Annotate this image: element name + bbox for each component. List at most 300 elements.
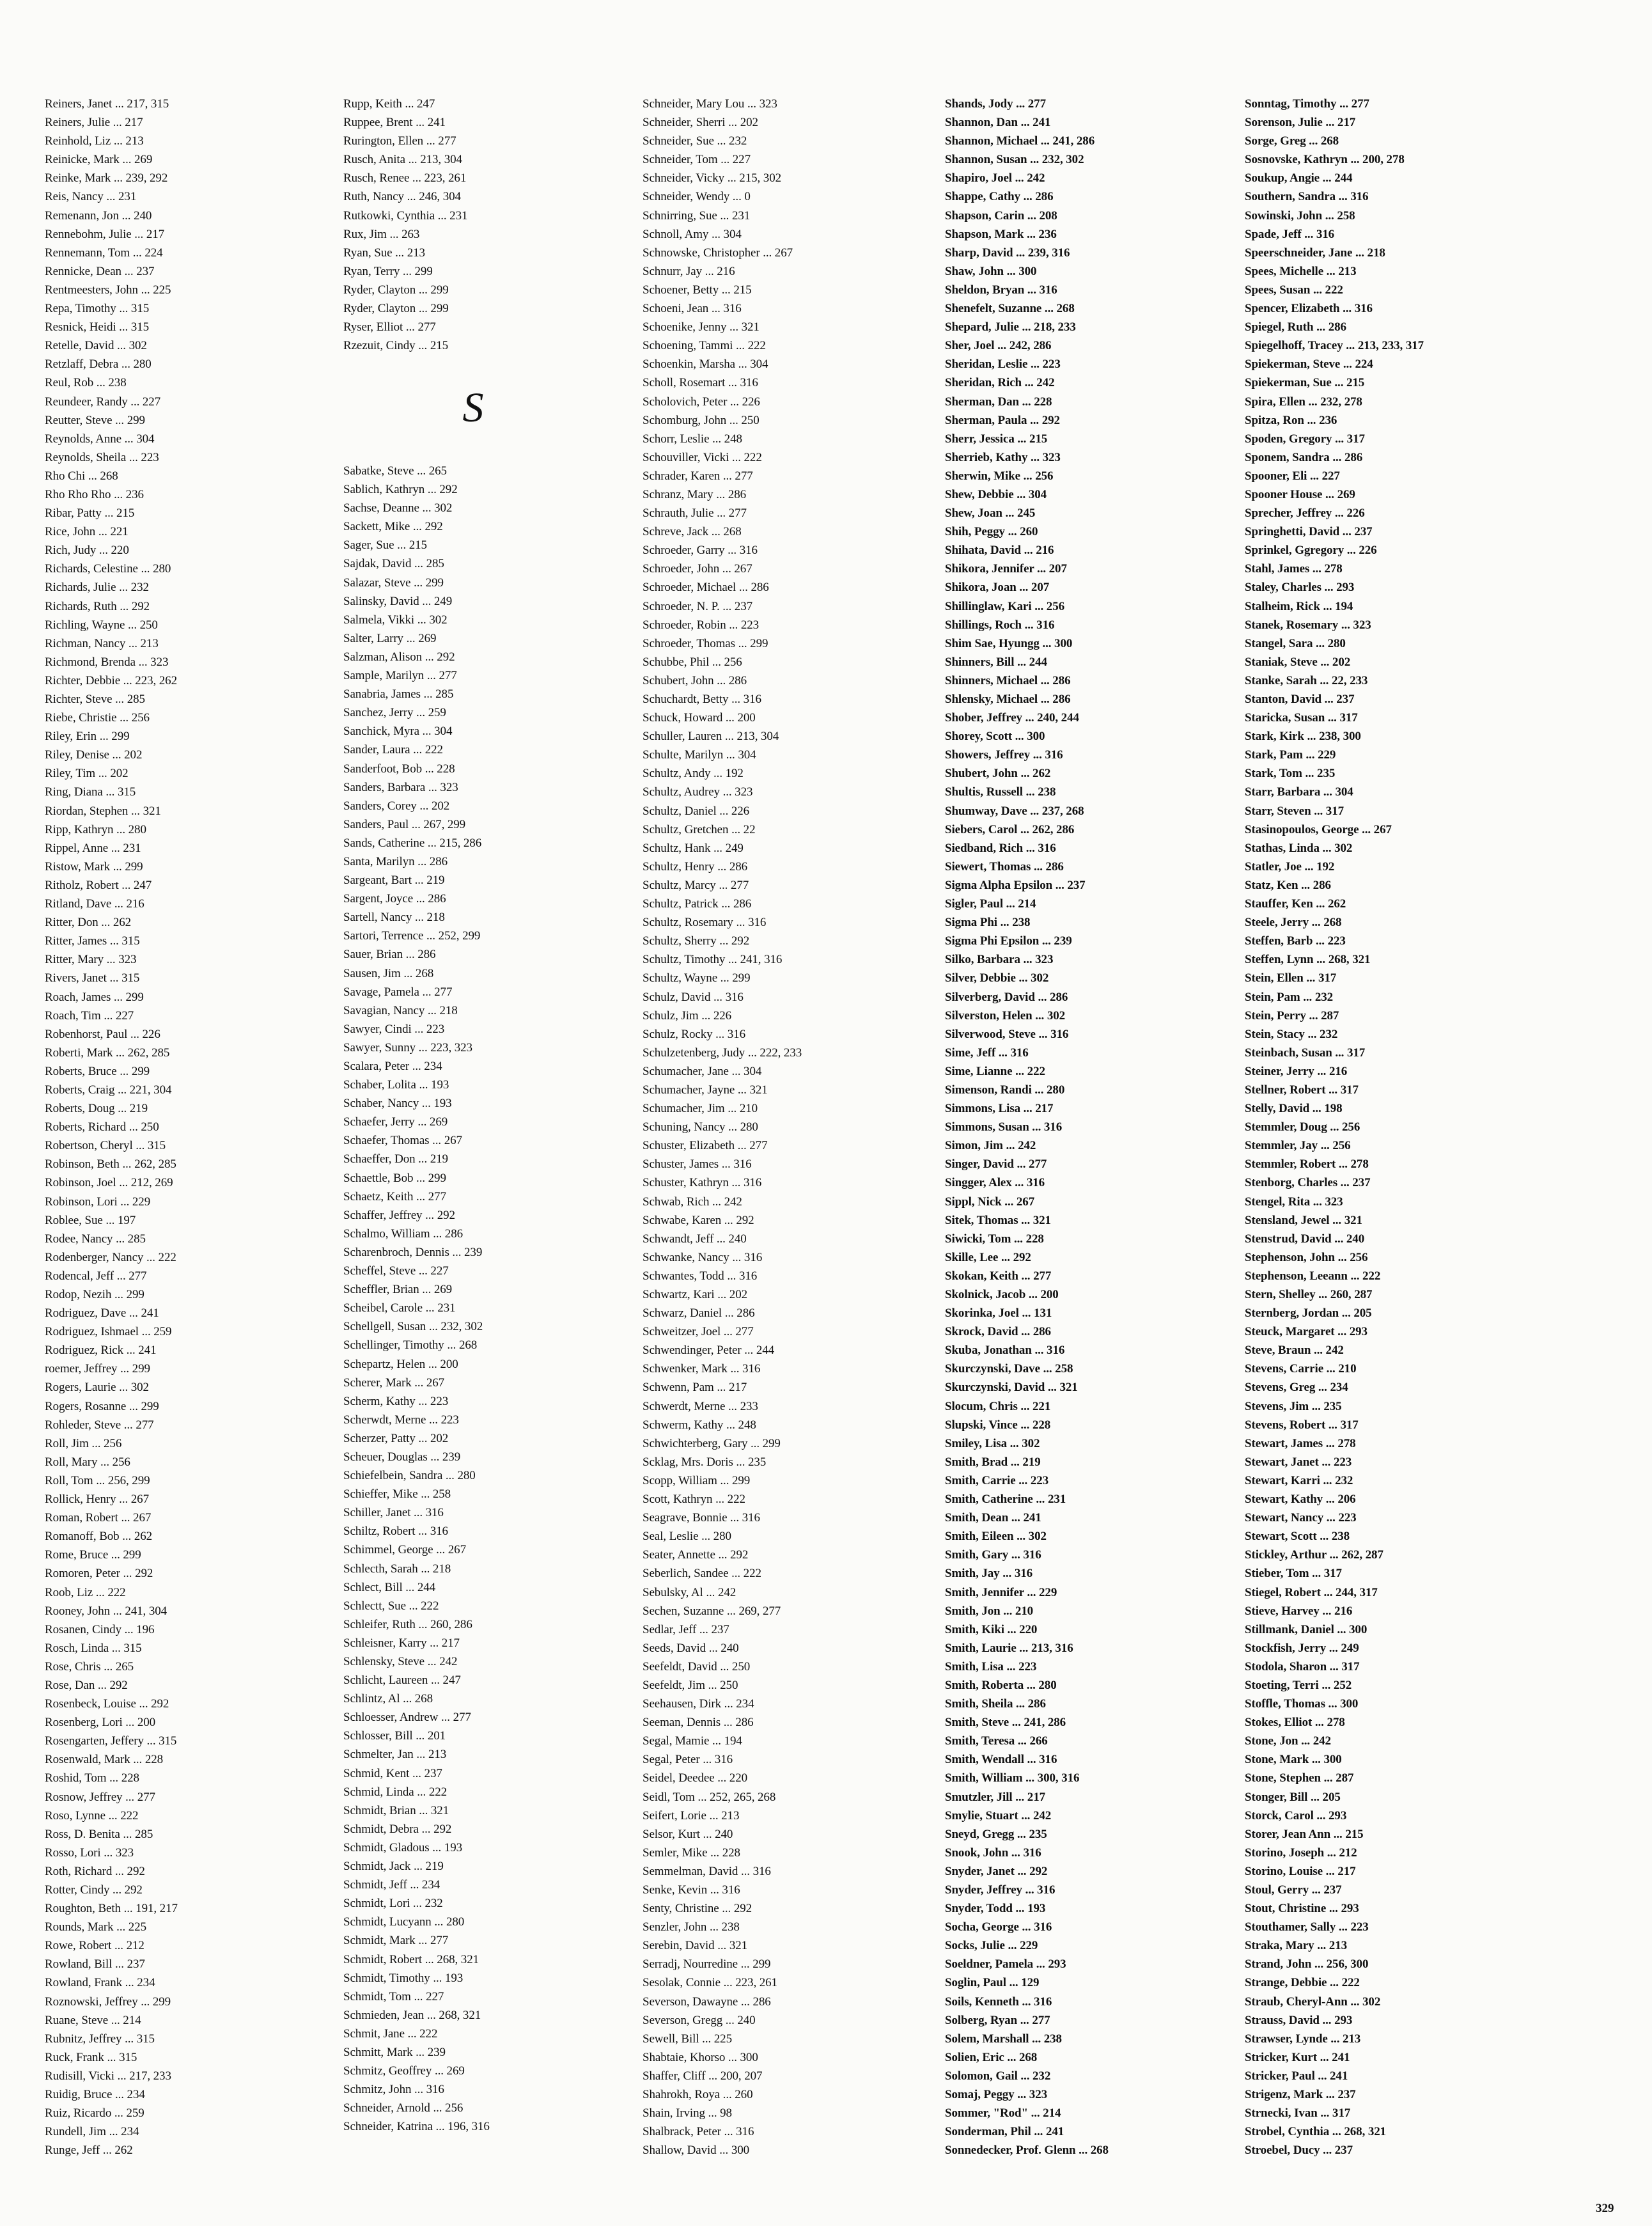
index-entry: Spees, Susan ... 222 bbox=[1245, 283, 1343, 297]
index-entry: Rose, Dan ... 292 bbox=[45, 1678, 128, 1692]
index-entry: Snyder, Todd ... 193 bbox=[945, 1902, 1046, 1916]
index-entry: Schellinger, Timothy ... 268 bbox=[343, 1338, 478, 1352]
index-entry: Smith, Carrie ... 223 bbox=[945, 1473, 1049, 1487]
index-entry: Steele, Jerry ... 268 bbox=[1245, 916, 1342, 930]
index-entry: Shober, Jeffrey ... 240, 244 bbox=[945, 711, 1079, 725]
index-entry: Stemmler, Robert ... 278 bbox=[1245, 1157, 1369, 1172]
index-entry: Ryan, Sue ... 213 bbox=[343, 246, 425, 260]
index-entry: Rennicke, Dean ... 237 bbox=[45, 264, 155, 278]
index-entry: Sebulsky, Al ... 242 bbox=[643, 1585, 736, 1599]
index-entry: Ross, D. Benita ... 285 bbox=[45, 1827, 153, 1841]
index-entry: Riebe, Christie ... 256 bbox=[45, 711, 150, 725]
index-entry: Simmons, Lisa ... 217 bbox=[945, 1102, 1054, 1116]
index-entry: Schomburg, John ... 250 bbox=[643, 413, 760, 427]
index-entry: Schmidt, Debra ... 292 bbox=[343, 1822, 452, 1836]
index-entry: Ristow, Mark ... 299 bbox=[45, 859, 143, 874]
index-entry: Stenstrud, David ... 240 bbox=[1245, 1232, 1365, 1246]
index-entry: Severson, Gregg ... 240 bbox=[643, 2013, 756, 2027]
index-entry: Schoenike, Jenny ... 321 bbox=[643, 320, 760, 334]
index-entry: Stevens, Robert ... 317 bbox=[1245, 1418, 1359, 1432]
index-entry: Sargent, Joyce ... 286 bbox=[343, 892, 446, 906]
index-entry: Salazar, Steve ... 299 bbox=[343, 576, 444, 590]
index-entry: Rowland, Frank ... 234 bbox=[45, 1976, 155, 1990]
index-entry: Rosenberg, Lori ... 200 bbox=[45, 1716, 156, 1730]
index-entry: Sprinkel, Ggregory ... 226 bbox=[1245, 544, 1377, 558]
index-entry: Stricker, Paul ... 241 bbox=[1245, 2069, 1348, 2083]
index-entry: Scherzer, Patty ... 202 bbox=[343, 1431, 449, 1445]
index-entry: Ribar, Patty ... 215 bbox=[45, 506, 135, 521]
index-entry: Schroeder, Thomas ... 299 bbox=[643, 636, 768, 650]
index-entry: Siwicki, Tom ... 228 bbox=[945, 1232, 1044, 1246]
index-entry: Riley, Tim ... 202 bbox=[45, 767, 129, 781]
index-entry: Sawyer, Sunny ... 223, 323 bbox=[343, 1040, 472, 1054]
index-entry: Schimmel, George ... 267 bbox=[343, 1543, 466, 1557]
index-entry: Schumacher, Jane ... 304 bbox=[643, 1064, 762, 1078]
index-entry: Seeman, Dennis ... 286 bbox=[643, 1716, 754, 1730]
index-entry: Shubert, John ... 262 bbox=[945, 767, 1051, 781]
index-entry: Schmidt, Lucyann ... 280 bbox=[343, 1915, 465, 1929]
index-entry: Skorinka, Joel ... 131 bbox=[945, 1306, 1052, 1321]
index-entry: Sorge, Greg ... 268 bbox=[1245, 134, 1339, 148]
index-entry: Schaettle, Bob ... 299 bbox=[343, 1171, 446, 1185]
index-entry: Schwab, Rich ... 242 bbox=[643, 1195, 742, 1209]
index-entry: Schulz, Jim ... 226 bbox=[643, 1008, 732, 1023]
index-entry: Sedlar, Jeff ... 237 bbox=[643, 1622, 729, 1636]
index-entry: Sigma Alpha Epsilon ... 237 bbox=[945, 878, 1086, 892]
index-entry: Shabtaie, Khorso ... 300 bbox=[643, 2050, 758, 2064]
index-entry: Schweitzer, Joel ... 277 bbox=[643, 1325, 754, 1339]
index-entry: Sigler, Paul ... 214 bbox=[945, 897, 1036, 911]
index-entry: Socha, George ... 316 bbox=[945, 1920, 1052, 1934]
index-entry: Retelle, David ... 302 bbox=[45, 339, 147, 353]
index-entry: Schaber, Nancy ... 193 bbox=[343, 1097, 452, 1111]
index-entry: Shim Sae, Hyungg ... 300 bbox=[945, 636, 1073, 650]
index-entry: Shihata, David ... 216 bbox=[945, 544, 1054, 558]
index-entry: Senty, Christine ... 292 bbox=[643, 1902, 752, 1916]
index-entry: Shands, Jody ... 277 bbox=[945, 97, 1046, 111]
index-entry: Schneider, Wendy ... 0 bbox=[643, 190, 751, 204]
index-entry: Sherwin, Mike ... 256 bbox=[945, 469, 1054, 483]
index-entry: Roberts, Richard ... 250 bbox=[45, 1120, 159, 1134]
index-entry: Ryder, Clayton ... 299 bbox=[343, 302, 449, 316]
index-entry: Schulzetenberg, Judy ... 222, 233 bbox=[643, 1046, 802, 1060]
index-entry: Seehausen, Dirk ... 234 bbox=[643, 1697, 754, 1711]
index-entry: Smith, Gary ... 316 bbox=[945, 1548, 1041, 1562]
index-entry: Soils, Kenneth ... 316 bbox=[945, 1995, 1052, 2009]
index-entry: Romanoff, Bob ... 262 bbox=[45, 1530, 153, 1544]
index-entry: Scholl, Rosemart ... 316 bbox=[643, 376, 758, 390]
index-entry: Siedband, Rich ... 316 bbox=[945, 841, 1056, 855]
index-entry: Rux, Jim ... 263 bbox=[343, 227, 420, 241]
index-entry: Schumacher, Jim ... 210 bbox=[643, 1102, 758, 1116]
index-entry: Schultz, Henry ... 286 bbox=[643, 859, 748, 874]
index-entry: Sanchez, Jerry ... 259 bbox=[343, 706, 446, 720]
index-entry: Rutkowki, Cynthia ... 231 bbox=[343, 208, 468, 223]
index-entry: Siewert, Thomas ... 286 bbox=[945, 859, 1064, 874]
index-entry: Schiller, Janet ... 316 bbox=[343, 1506, 444, 1520]
index-entry: Schmelter, Jan ... 213 bbox=[343, 1748, 447, 1762]
index-entry: Shih, Peggy ... 260 bbox=[945, 525, 1038, 539]
index-entry: Stevens, Carrie ... 210 bbox=[1245, 1362, 1357, 1376]
index-entry: Shenefelt, Suzanne ... 268 bbox=[945, 302, 1075, 316]
index-entry: Stein, Pam ... 232 bbox=[1245, 990, 1334, 1004]
index-entry: Schultz, Timothy ... 241, 316 bbox=[643, 953, 783, 967]
index-entry: Spiegelhoff, Tracey ... 213, 233, 317 bbox=[1245, 339, 1424, 353]
index-entry: Semmelman, David ... 316 bbox=[643, 1864, 771, 1878]
index-entry: Rho Chi ... 268 bbox=[45, 469, 118, 483]
index-entry: Stoeting, Terri ... 252 bbox=[1245, 1678, 1352, 1692]
index-entry: Ryser, Elliot ... 277 bbox=[343, 320, 436, 334]
index-entry: Shorey, Scott ... 300 bbox=[945, 730, 1045, 744]
index-entry: Scherm, Kathy ... 223 bbox=[343, 1394, 449, 1408]
index-entry: Schmidt, Mark ... 277 bbox=[343, 1934, 449, 1948]
index-entry: Rupp, Keith ... 247 bbox=[343, 97, 435, 111]
index-entry: Roob, Liz ... 222 bbox=[45, 1585, 126, 1599]
index-entry: Sherman, Dan ... 228 bbox=[945, 395, 1052, 409]
index-entry: Robertson, Cheryl ... 315 bbox=[45, 1139, 166, 1153]
index-entry: Richards, Ruth ... 292 bbox=[45, 599, 150, 613]
index-entry: Schmidt, Jeff ... 234 bbox=[343, 1878, 440, 1892]
index-entry: Schwenker, Mark ... 316 bbox=[643, 1362, 761, 1376]
index-entry: Schloesser, Andrew ... 277 bbox=[343, 1711, 471, 1725]
index-entry: Stemmler, Doug ... 256 bbox=[1245, 1120, 1360, 1134]
index-entry: Rodenberger, Nancy ... 222 bbox=[45, 1250, 176, 1264]
index-entry: Silverwood, Steve ... 316 bbox=[945, 1027, 1069, 1041]
index-entry: Shappe, Cathy ... 286 bbox=[945, 190, 1054, 204]
index-entry: Rentmeesters, John ... 225 bbox=[45, 283, 171, 297]
index-entry: Shikora, Jennifer ... 207 bbox=[945, 562, 1067, 576]
index-entry: Rogers, Laurie ... 302 bbox=[45, 1381, 149, 1395]
index-entry: Stanek, Rosemary ... 323 bbox=[1245, 618, 1371, 632]
index-entry: Sawyer, Cindi ... 223 bbox=[343, 1022, 445, 1036]
index-entry: Romoren, Peter ... 292 bbox=[45, 1567, 153, 1581]
index-entry: Stokes, Elliot ... 278 bbox=[1245, 1716, 1345, 1730]
index-entry: Richards, Celestine ... 280 bbox=[45, 562, 171, 576]
index-entry: Stathas, Linda ... 302 bbox=[1245, 841, 1353, 855]
index-entry: Skolnick, Jacob ... 200 bbox=[945, 1288, 1059, 1301]
index-entry: Siebers, Carol ... 262, 286 bbox=[945, 822, 1075, 836]
index-entry: Rogers, Rosanne ... 299 bbox=[45, 1399, 159, 1413]
index-entry: Stickley, Arthur ... 262, 287 bbox=[1245, 1548, 1383, 1562]
index-column-2-r-entries bbox=[343, 95, 625, 355]
index-entry: Scott, Kathryn ... 222 bbox=[643, 1493, 745, 1507]
index-entry: Schiefelbein, Sandra ... 280 bbox=[343, 1469, 476, 1483]
index-entry: Skille, Lee ... 292 bbox=[945, 1250, 1031, 1264]
index-entry: Shaw, John ... 300 bbox=[945, 264, 1037, 278]
index-entry: Sample, Marilyn ... 277 bbox=[343, 669, 457, 683]
index-entry: Serebin, David ... 321 bbox=[643, 1939, 748, 1953]
index-entry: Schwerm, Kathy ... 248 bbox=[643, 1418, 756, 1432]
index-entry: Schmitt, Mark ... 239 bbox=[343, 2045, 446, 2059]
index-entry: Sowinski, John ... 258 bbox=[1245, 208, 1355, 223]
index-entry: Rosso, Lori ... 323 bbox=[45, 1846, 134, 1860]
index-entry: roemer, Jeffrey ... 299 bbox=[45, 1362, 150, 1376]
index-entry: Scalara, Peter ... 234 bbox=[343, 1060, 442, 1073]
index-entry: Seidel, Deedee ... 220 bbox=[643, 1771, 747, 1785]
index-entry: Singer, David ... 277 bbox=[945, 1157, 1047, 1172]
index-entry: Spooner, Eli ... 227 bbox=[1245, 469, 1340, 483]
index-entry: Richter, Steve ... 285 bbox=[45, 693, 145, 706]
index-entry: Sanabria, James ... 285 bbox=[343, 687, 454, 702]
index-entry: Reutter, Steve ... 299 bbox=[45, 413, 145, 427]
index-entry: Schubert, John ... 286 bbox=[643, 673, 747, 687]
index-entry: Sherrieb, Kathy ... 323 bbox=[945, 450, 1061, 464]
index-entry: Schultz, Andy ... 192 bbox=[643, 767, 744, 781]
index-entry: Repa, Timothy ... 315 bbox=[45, 302, 150, 316]
index-entry: Simenson, Randi ... 280 bbox=[945, 1083, 1065, 1097]
index-entry: Stone, Mark ... 300 bbox=[1245, 1753, 1342, 1767]
index-entry: Spiegel, Ruth ... 286 bbox=[1245, 320, 1346, 334]
index-entry: Staricka, Susan ... 317 bbox=[1245, 711, 1358, 725]
index-entry: Roberts, Bruce ... 299 bbox=[45, 1064, 150, 1078]
index-entry: Ruppee, Brent ... 241 bbox=[343, 116, 446, 130]
index-entry: Severson, Dawayne ... 286 bbox=[643, 1995, 771, 2009]
index-entry: Shaffer, Cliff ... 200, 207 bbox=[643, 2069, 763, 2083]
index-entry: Sher, Joel ... 242, 286 bbox=[945, 339, 1052, 353]
index-entry: Rotter, Cindy ... 292 bbox=[45, 1883, 143, 1897]
index-entry: Shain, Irving ... 98 bbox=[643, 2106, 732, 2120]
index-entry: Roso, Lynne ... 222 bbox=[45, 1808, 139, 1822]
index-entry: Stern, Shelley ... 260, 287 bbox=[1245, 1288, 1373, 1301]
index-entry: Schwendinger, Peter ... 244 bbox=[643, 1344, 775, 1358]
index-entry: Shikora, Joan ... 207 bbox=[945, 581, 1050, 595]
index-entry: Scheffler, Brian ... 269 bbox=[343, 1283, 453, 1297]
index-entry: Smith, Lisa ... 223 bbox=[945, 1659, 1037, 1673]
index-entry: Strauss, David ... 293 bbox=[1245, 2013, 1353, 2027]
index-entry: Sheldon, Bryan ... 316 bbox=[945, 283, 1057, 297]
index-entry: Schwichterberg, Gary ... 299 bbox=[643, 1436, 781, 1450]
index-entry: Schwenn, Pam ... 217 bbox=[643, 1381, 747, 1395]
index-entry: Skokan, Keith ... 277 bbox=[945, 1269, 1052, 1283]
index-entry: Seeds, David ... 240 bbox=[643, 1641, 739, 1655]
index-entry: Stewart, Nancy ... 223 bbox=[1245, 1511, 1357, 1525]
index-entry: Schaefer, Jerry ... 269 bbox=[343, 1115, 448, 1129]
index-entry: Ruane, Steve ... 214 bbox=[45, 2013, 141, 2027]
index-entry: Sorenson, Julie ... 217 bbox=[1245, 116, 1356, 130]
index-entry: Stenborg, Charles ... 237 bbox=[1245, 1176, 1371, 1190]
index-entry: Stone, Jon ... 242 bbox=[1245, 1734, 1331, 1748]
index-entry: Stockfish, Jerry ... 249 bbox=[1245, 1641, 1359, 1655]
index-entry: Retzlaff, Debra ... 280 bbox=[45, 357, 152, 372]
index-entry: Staniak, Steve ... 202 bbox=[1245, 655, 1351, 669]
index-entry: Southern, Sandra ... 316 bbox=[1245, 190, 1369, 204]
index-entry: Schiltz, Robert ... 316 bbox=[343, 1524, 448, 1539]
index-entry: Smutzler, Jill ... 217 bbox=[945, 1790, 1046, 1804]
index-entry: Starr, Steven ... 317 bbox=[1245, 804, 1344, 818]
index-entry: Robinson, Lori ... 229 bbox=[45, 1195, 151, 1209]
index-entry: Schmidt, Gladous ... 193 bbox=[343, 1840, 463, 1854]
index-entry: Schultz, Audrey ... 323 bbox=[643, 785, 753, 799]
index-entry: Schnirring, Sue ... 231 bbox=[643, 208, 751, 223]
index-entry: Reul, Rob ... 238 bbox=[45, 376, 127, 390]
page-number: 329 bbox=[1596, 2202, 1614, 2215]
index-entry: Schrauth, Julie ... 277 bbox=[643, 506, 747, 521]
index-entry: Strnecki, Ivan ... 317 bbox=[1245, 2106, 1351, 2120]
index-entry: Rudisill, Vicki ... 217, 233 bbox=[45, 2069, 171, 2083]
index-entry: Reiners, Julie ... 217 bbox=[45, 116, 143, 130]
index-entry: Seater, Annette ... 292 bbox=[643, 1548, 749, 1562]
index-entry: Sanders, Corey ... 202 bbox=[343, 799, 450, 813]
index-entry: Stouthamer, Sally ... 223 bbox=[1245, 1920, 1369, 1934]
index-entry: Reynolds, Anne ... 304 bbox=[45, 432, 155, 446]
index-entry: Spitza, Ron ... 236 bbox=[1245, 413, 1337, 427]
index-entry: Solien, Eric ... 268 bbox=[945, 2050, 1038, 2064]
index-entry: Selsor, Kurt ... 240 bbox=[643, 1827, 733, 1841]
index-entry: Strawser, Lynde ... 213 bbox=[1245, 2032, 1361, 2046]
index-entry: Schroeder, Michael ... 286 bbox=[643, 581, 769, 595]
index-entry: Schoener, Betty ... 215 bbox=[643, 283, 752, 297]
index-entry: Schwanke, Nancy ... 316 bbox=[643, 1250, 763, 1264]
index-entry: Rounds, Mark ... 225 bbox=[45, 1920, 146, 1934]
index-entry: Richmond, Brenda ... 323 bbox=[45, 655, 169, 669]
index-entry: Shew, Joan ... 245 bbox=[945, 506, 1036, 521]
index-entry: Salmela, Vikki ... 302 bbox=[343, 613, 448, 627]
index-entry: Scherer, Mark ... 267 bbox=[343, 1376, 445, 1390]
index-entry: Sargeant, Bart ... 219 bbox=[343, 874, 445, 888]
index-entry: Steve, Braun ... 242 bbox=[1245, 1344, 1344, 1358]
index-entry: Sneyd, Gregg ... 235 bbox=[945, 1827, 1047, 1841]
index-entry: Stasinopoulos, George ... 267 bbox=[1245, 822, 1392, 836]
index-entry: Snyder, Janet ... 292 bbox=[945, 1864, 1048, 1878]
index-entry: Sartell, Nancy ... 218 bbox=[343, 911, 445, 925]
index-entry: Schmidt, Timothy ... 193 bbox=[343, 1971, 464, 1985]
index-entry: Sabatke, Steve ... 265 bbox=[343, 464, 447, 478]
index-entry: Scholovich, Peter ... 226 bbox=[643, 395, 760, 409]
index-entry: Reynolds, Sheila ... 223 bbox=[45, 450, 159, 464]
index-entry: Schorr, Leslie ... 248 bbox=[643, 432, 742, 446]
index-entry: Rodencal, Jeff ... 277 bbox=[45, 1269, 147, 1283]
index-entry: Sonderman, Phil ... 241 bbox=[945, 2125, 1064, 2139]
index-entry: Smith, Brad ... 219 bbox=[945, 1455, 1041, 1469]
index-entry: Ryan, Terry ... 299 bbox=[343, 264, 433, 278]
index-entry: Schmid, Kent ... 237 bbox=[343, 1766, 442, 1780]
index-entry: Roberts, Doug ... 219 bbox=[45, 1102, 148, 1116]
index-entry: Salter, Larry ... 269 bbox=[343, 631, 437, 645]
index-entry: Steinbach, Susan ... 317 bbox=[1245, 1046, 1366, 1060]
index-entry: Seidl, Tom ... 252, 265, 268 bbox=[643, 1790, 776, 1804]
index-entry: Stiegel, Robert ... 244, 317 bbox=[1245, 1585, 1378, 1599]
index-entry: Richman, Nancy ... 213 bbox=[45, 636, 159, 650]
index-entry: Schouviller, Vicki ... 222 bbox=[643, 450, 762, 464]
index-entry: Smith, Roberta ... 280 bbox=[945, 1678, 1057, 1692]
index-entry: Shew, Debbie ... 304 bbox=[945, 487, 1047, 501]
index-entry: Rivers, Janet ... 315 bbox=[45, 971, 140, 985]
index-entry: Stone, Stephen ... 287 bbox=[1245, 1771, 1354, 1785]
index-entry: Rubnitz, Jeffrey ... 315 bbox=[45, 2032, 155, 2046]
index-entry: Rodriguez, Dave ... 241 bbox=[45, 1306, 159, 1321]
index-entry: Scheibel, Carole ... 231 bbox=[343, 1301, 456, 1315]
index-entry: Rosenbeck, Louise ... 292 bbox=[45, 1697, 169, 1711]
index-column-2 bbox=[343, 95, 625, 2134]
index-entry: Shinners, Bill ... 244 bbox=[945, 655, 1047, 669]
index-entry: Stengel, Rita ... 323 bbox=[1245, 1195, 1343, 1209]
index-entry: Schmit, Jane ... 222 bbox=[343, 2026, 438, 2041]
index-entry: Snyder, Jeffrey ... 316 bbox=[945, 1883, 1056, 1897]
index-entry: Schuster, Kathryn ... 316 bbox=[643, 1176, 762, 1190]
index-entry: Senzler, John ... 238 bbox=[643, 1920, 740, 1934]
index-entry: Sander, Laura ... 222 bbox=[343, 743, 443, 757]
index-entry: Stein, Perry ... 287 bbox=[1245, 1008, 1339, 1023]
index-entry: Runge, Jeff ... 262 bbox=[45, 2144, 133, 2158]
index-entry: Solem, Marshall ... 238 bbox=[945, 2032, 1062, 2046]
index-entry: Stanton, David ... 237 bbox=[1245, 693, 1355, 706]
index-entry: Schultz, Sherry ... 292 bbox=[643, 934, 750, 948]
index-entry: Schultz, Wayne ... 299 bbox=[643, 971, 751, 985]
index-entry: Schmidt, Robert ... 268, 321 bbox=[343, 1952, 479, 1966]
index-entry: Sitek, Thomas ... 321 bbox=[945, 1213, 1051, 1227]
index-entry: Showers, Jeffrey ... 316 bbox=[945, 748, 1063, 762]
index-entry: Scharenbroch, Dennis ... 239 bbox=[343, 1245, 483, 1259]
index-entry: Roberti, Mark ... 262, 285 bbox=[45, 1046, 170, 1060]
index-entry: Smith, Teresa ... 266 bbox=[945, 1734, 1048, 1748]
index-entry: Stoul, Gerry ... 237 bbox=[1245, 1883, 1342, 1897]
index-entry: Schaefer, Thomas ... 267 bbox=[343, 1134, 462, 1148]
index-entry: Sheridan, Leslie ... 223 bbox=[945, 357, 1061, 372]
index-entry: Roblee, Sue ... 197 bbox=[45, 1213, 136, 1227]
index-entry: Schoenkin, Marsha ... 304 bbox=[643, 357, 768, 372]
index-entry: Scheuer, Douglas ... 239 bbox=[343, 1450, 461, 1464]
index-entry: Sechen, Suzanne ... 269, 277 bbox=[643, 1604, 781, 1618]
index-entry: Stillmank, Daniel ... 300 bbox=[1245, 1622, 1368, 1636]
index-entry: Schellgell, Susan ... 232, 302 bbox=[343, 1320, 483, 1334]
index-column-4 bbox=[945, 95, 1226, 2159]
index-entry: Singger, Alex ... 316 bbox=[945, 1176, 1045, 1190]
index-entry: Schwabe, Karen ... 292 bbox=[643, 1213, 754, 1227]
index-entry: Smith, Catherine ... 231 bbox=[945, 1493, 1066, 1507]
index-entry: Serradj, Nourredine ... 299 bbox=[643, 1957, 771, 1971]
index-entry: Ritter, Mary ... 323 bbox=[45, 953, 137, 967]
index-entry: Shahrokh, Roya ... 260 bbox=[643, 2088, 753, 2102]
index-column-2-s-entries bbox=[343, 462, 490, 2136]
index-entry: Sachse, Deanne ... 302 bbox=[343, 501, 453, 515]
index-entry: Stangel, Sara ... 280 bbox=[1245, 636, 1346, 650]
index-entry: Schoening, Tammi ... 222 bbox=[643, 339, 766, 353]
index-entry: Smith, Laurie ... 213, 316 bbox=[945, 1641, 1073, 1655]
index-entry: Schlensky, Steve ... 242 bbox=[343, 1655, 458, 1668]
index-entry: Seifert, Lorie ... 213 bbox=[643, 1808, 740, 1822]
index-entry: Rich, Judy ... 220 bbox=[45, 544, 129, 558]
index-entry: Schieffer, Mike ... 258 bbox=[343, 1487, 451, 1501]
index-entry: Simon, Jim ... 242 bbox=[945, 1139, 1036, 1153]
index-entry: Robinson, Beth ... 262, 285 bbox=[45, 1157, 176, 1172]
index-entry: Shumway, Dave ... 237, 268 bbox=[945, 804, 1084, 818]
index-entry: Skurczynski, Dave ... 258 bbox=[945, 1362, 1073, 1376]
index-entry: Slocum, Chris ... 221 bbox=[945, 1399, 1051, 1413]
index-entry: Spencer, Elizabeth ... 316 bbox=[1245, 302, 1373, 316]
index-column-1 bbox=[45, 95, 326, 2159]
index-entry: Semler, Mike ... 228 bbox=[643, 1846, 740, 1860]
index-entry: Stein, Ellen ... 317 bbox=[1245, 971, 1337, 985]
index-entry: Rosch, Linda ... 315 bbox=[45, 1641, 142, 1655]
index-entry: Schlicht, Laureen ... 247 bbox=[343, 1673, 461, 1688]
index-entry: Schuller, Lauren ... 213, 304 bbox=[643, 730, 779, 744]
index-entry: Stark, Pam ... 229 bbox=[1245, 748, 1336, 762]
index-entry: Stark, Kirk ... 238, 300 bbox=[1245, 730, 1361, 744]
index-entry: Schneider, Tom ... 227 bbox=[643, 153, 751, 167]
index-entry: Rusch, Renee ... 223, 261 bbox=[343, 171, 467, 185]
index-entry: Riley, Denise ... 202 bbox=[45, 748, 143, 762]
index-entry: Ritter, Don ... 262 bbox=[45, 916, 132, 930]
section-letter-heading: S bbox=[462, 384, 484, 431]
index-entry: Sanders, Barbara ... 323 bbox=[343, 780, 458, 794]
index-entry: Sigma Phi Epsilon ... 239 bbox=[945, 934, 1072, 948]
index-entry: Schaffer, Jeffrey ... 292 bbox=[343, 1208, 455, 1222]
index-entry: Stewart, Kathy ... 206 bbox=[1245, 1493, 1356, 1507]
index-entry: Shillinglaw, Kari ... 256 bbox=[945, 599, 1065, 613]
index-entry: Remenann, Jon ... 240 bbox=[45, 208, 152, 223]
index-entry: Rosanen, Cindy ... 196 bbox=[45, 1622, 155, 1636]
index-entry: Skuba, Jonathan ... 316 bbox=[945, 1344, 1065, 1358]
